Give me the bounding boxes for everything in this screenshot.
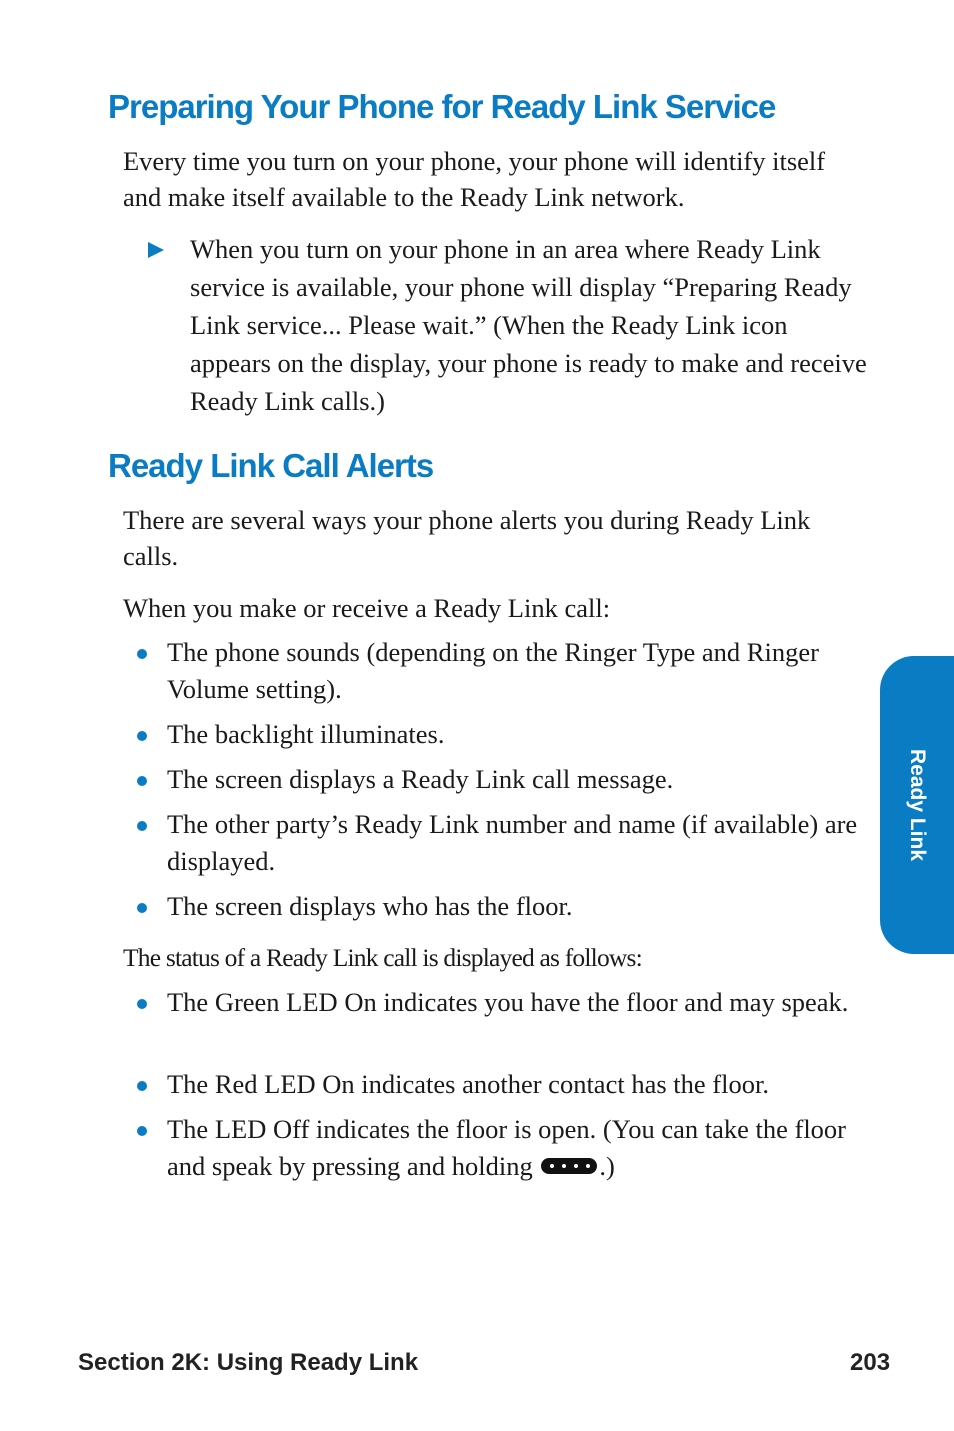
paragraph-intro-preparing: Every time you turn on your phone, your phone will identify itself and make itself available to the Ready Link network. [123,146,826,212]
arrow-list-item-text: When you turn on your phone in an area where Ready Link service is available, your phone will display “Preparing Ready Link service... Please wait.” (When the Ready Link icon appears on the display, your phone is ready to make and receive Ready Link calls.) [190,234,867,416]
list-item-text: The phone sounds (depending on the Ringer Type and Ringer Volume setting). [167,637,819,704]
footer-section-title: Section 2K: Using Ready Link [78,1349,419,1376]
paragraph-intro-alerts: There are several ways your phone alerts you during Ready Link calls. [123,505,811,571]
list-item-text: The Red LED On indicates another contact has the floor. [167,1069,769,1099]
bullet-dot-icon [137,776,147,786]
triangle-arrow-icon [148,242,164,258]
list-item-text-suffix: .) [599,1151,615,1181]
talk-key-icon [541,1158,597,1174]
list-item-text: The other party’s Ready Link number and name (if available) are displayed. [167,809,858,876]
list-item-text: The backlight illuminates. [167,719,445,749]
bullet-dot-icon [137,1126,147,1136]
side-tab-ready-link [880,656,954,954]
list-item-text: The Green LED On indicates you have the floor and may speak. [167,987,849,1017]
bullet-dot-icon [137,1081,147,1091]
bullet-dot-icon [137,903,147,913]
paragraph-lead-make-receive: When you make or receive a Ready Link call: [123,593,611,623]
bullet-dot-icon [137,649,147,659]
bullet-dot-icon [137,731,147,741]
paragraph-lead-status: The status of a Ready Link call is displayed as follows: [123,943,642,972]
section-heading-alerts: Ready Link Call Alerts [108,447,434,484]
list-item-text: The screen displays a Ready Link call message. [167,764,674,794]
side-tab-label: Ready Link [906,748,929,862]
section-heading-preparing: Preparing Your Phone for Ready Link Service [108,88,776,125]
list-item-text-main: The LED Off indicates the floor is open. (You can take the floor and speak by pressing and holding [167,1114,847,1181]
bullet-dot-icon [137,821,147,831]
list-item-text: The screen displays who has the floor. [167,891,573,921]
bullet-dot-icon [137,999,147,1009]
list-item-text [167,1111,867,1185]
footer-page-number: 203 [850,1349,891,1376]
